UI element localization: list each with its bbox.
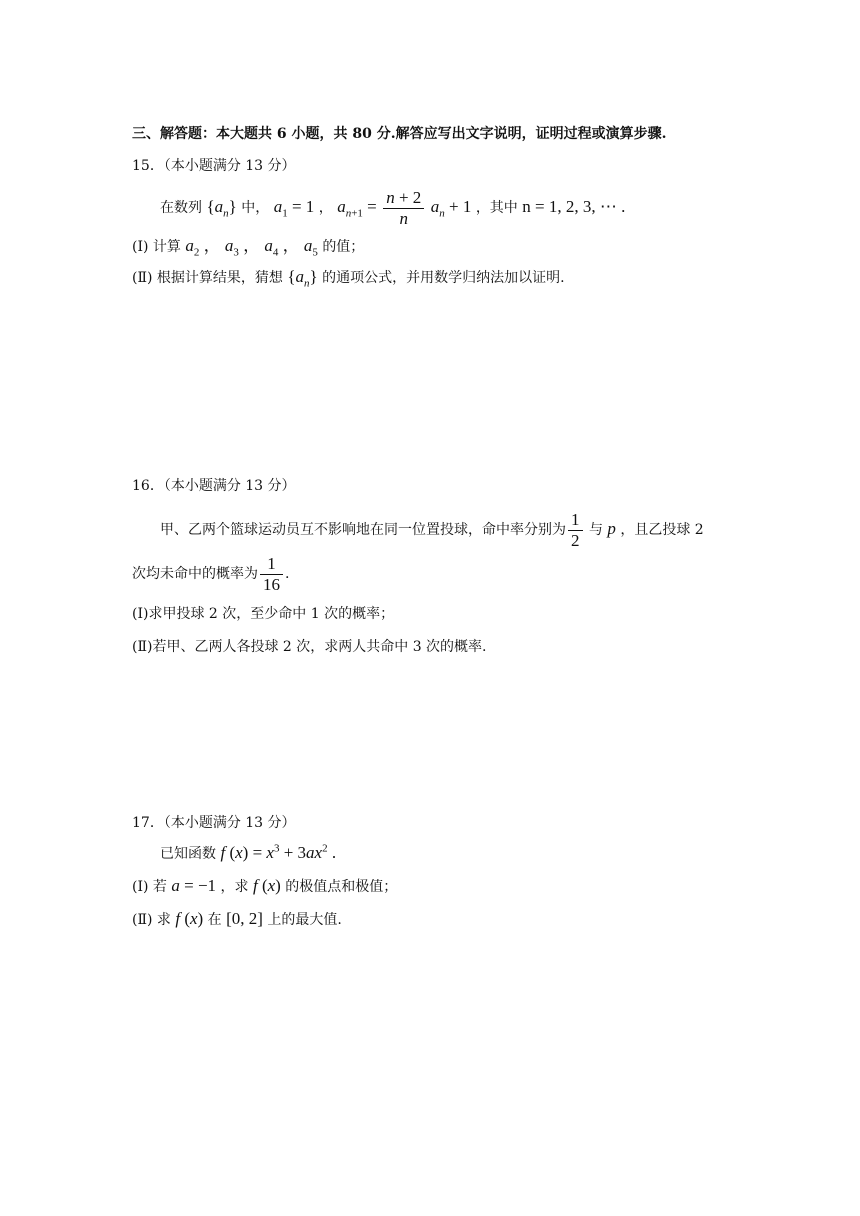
q16-stem-line1: 甲、乙两个篮球运动员互不影响地在同一位置投球，命中率分别为 $\frac{1}{2}$ 与 p ，且乙投球 2	[160, 509, 704, 550]
probability-p: p	[607, 519, 616, 538]
q17-stem: 已知函数 f $(x) = x^3 + 3ax^2$ .	[160, 842, 337, 862]
fraction-one-half: $\frac{1}{2}$	[568, 510, 583, 551]
interval: [0, 2]	[226, 909, 263, 928]
q15-number: 15．	[132, 158, 164, 174]
a-value: a = −1	[171, 876, 217, 895]
q15-part1: (Ⅰ) 计算 $a_2$ ， $a_3$ ， $a_4$ ， $a_5$ 的值；	[132, 236, 365, 259]
q17-header	[132, 813, 296, 833]
recurrence-formula: $a_{n+1}$ =	[337, 197, 377, 220]
q16-score: （本小题满分 13 分）	[163, 478, 296, 494]
function-symbol: f (x)	[252, 876, 281, 895]
function-definition: f $(x) = x^3 + 3ax^2$ .	[220, 842, 337, 862]
q15-part2: (Ⅱ) 根据计算结果，猜想 $\{a_n\}$ 的通项公式，并用数学归纳法加以证明.	[132, 267, 565, 290]
q15-stem: 在数列 $\{a_n\}$ 中， $a_1 = 1$ ， $a_{n+1}$ = $\frac{n + 2}{n}$ $a_n + 1$ ，其中 n = 1, 2, 3, ⋯ .	[160, 187, 626, 228]
q16-number: 16．	[132, 478, 164, 494]
q15-header	[132, 156, 296, 176]
q16-part1: (Ⅰ)求甲投球 2 次，至少命中 1 次的概率；	[132, 606, 395, 622]
q17-part2: (Ⅱ) 求 f (x) 在 [0, 2] 上的最大值.	[132, 909, 342, 928]
recurrence-fraction: $\frac{n + 2}{n}$	[383, 188, 424, 229]
q16-header	[132, 476, 296, 496]
q17-part1: (Ⅰ) 若 a = −1 ，求 f (x) 的极值点和极值；	[132, 876, 398, 895]
function-symbol: f (x)	[175, 909, 204, 928]
q15-score: （本小题满分 13 分）	[163, 158, 296, 174]
initial-term: $a_1 = 1$	[273, 197, 315, 220]
q16-stem-line2: 次均未命中的概率为 $\frac{1}{16}$ .	[132, 553, 290, 594]
terms-list: $a_2$ ， $a_3$ ， $a_4$ ， $a_5$	[185, 236, 318, 259]
n-values: n = 1, 2, 3, ⋯ .	[522, 197, 626, 216]
q17-score: （本小题满分 13 分）	[163, 815, 296, 831]
q16-part2: (Ⅱ)若甲、乙两人各投球 2 次，求两人共命中 3 次的概率.	[132, 639, 487, 655]
sequence-symbol: $\{a_n\}$	[206, 197, 237, 220]
sequence-symbol: $\{a_n\}$	[287, 267, 318, 290]
q17-number: 17．	[132, 815, 164, 831]
section-heading: 三、解答题：本大题共 6 小题，共 80 分.解答应写出文字说明，证明过程或演算步骤.	[132, 126, 667, 142]
fraction-one-sixteenth: $\frac{1}{16}$	[260, 554, 283, 595]
